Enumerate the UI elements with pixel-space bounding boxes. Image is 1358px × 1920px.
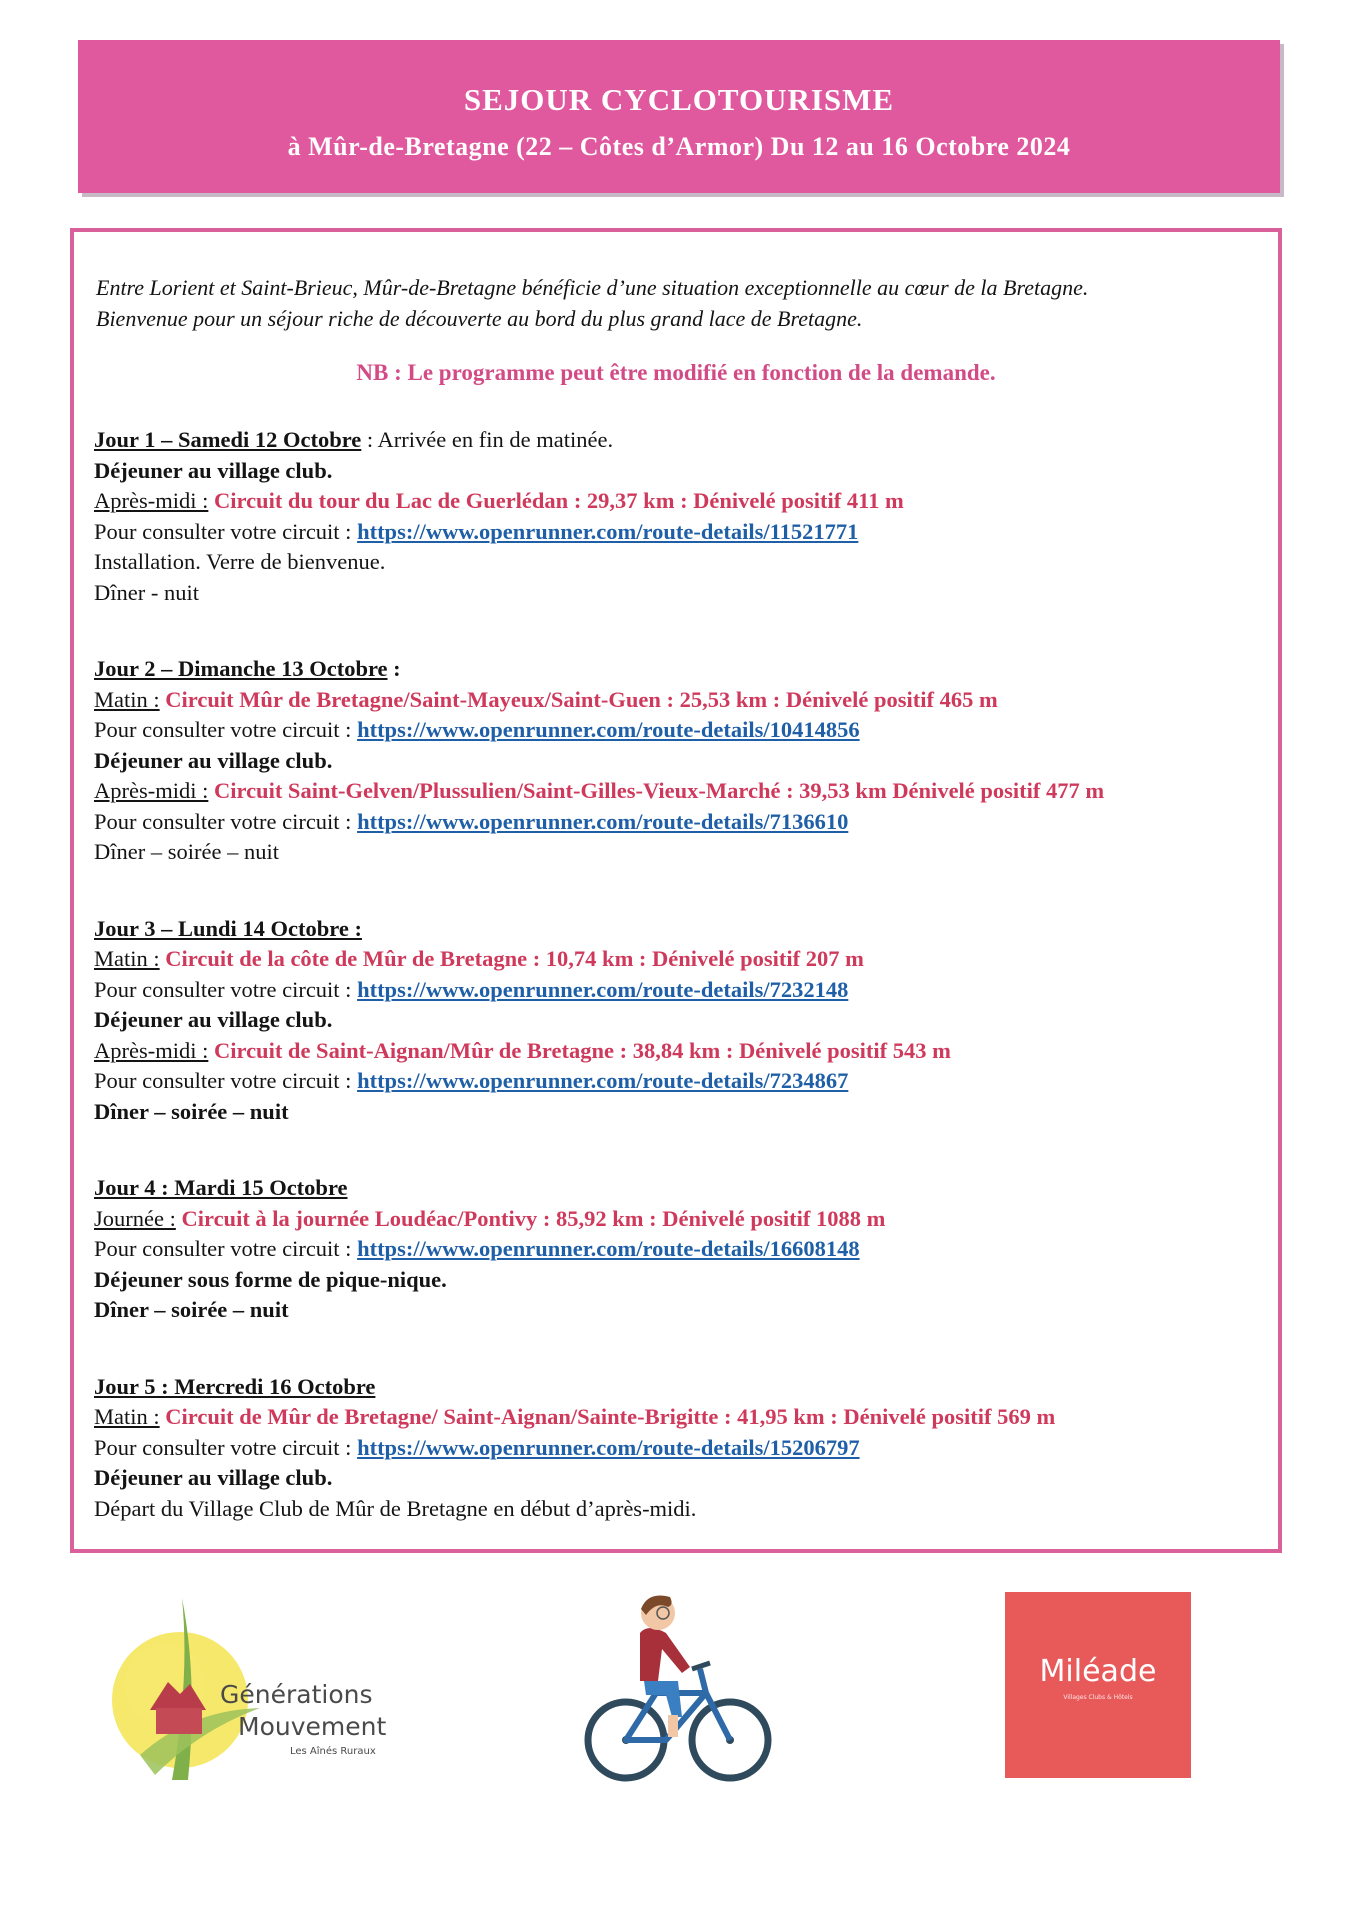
slot-label: Journée :: [94, 1205, 176, 1231]
day-heading-rest: :: [387, 656, 401, 681]
link-prefix: Pour consulter votre circuit :: [94, 717, 358, 742]
intro-text: [96, 272, 1088, 334]
slot-label: Après-midi :: [94, 1037, 209, 1063]
info-line: Installation. Verre de bienvenue.: [94, 549, 386, 574]
day-heading-rest: : Arrivée en fin de matinée.: [361, 427, 614, 452]
nb-note: NB : Le programme peut être modifié en fonction de la demande.: [356, 360, 996, 385]
gm-tagline: Les Aînés Ruraux: [290, 1746, 376, 1757]
circuit-description: Circuit Mûr de Bretagne/Saint-Mayeux/Saint-Guen : 25,53 km : Dénivelé positif 465 m: [159, 686, 998, 712]
slot-label: Après-midi :: [94, 778, 209, 803]
circuit-description: Circuit de Mûr de Bretagne/ Saint-Aignan/Sainte-Brigitte : 41,95 km : Dénivelé positif 569 m: [159, 1404, 1056, 1429]
day-heading: Jour 2 – Dimanche 13 Octobre: [94, 656, 388, 681]
gm-name-line-2: Mouvement: [238, 1712, 387, 1741]
route-link[interactable]: https://www.openrunner.com/route-details/15206797: [357, 1434, 860, 1460]
link-prefix: Pour consulter votre circuit :: [94, 976, 358, 1002]
lunch-line: Déjeuner au village club.: [94, 457, 333, 483]
circuit-description: Circuit de la côte de Mûr de Bretagne : 10,74 km : Dénivelé positif 207 m: [159, 946, 864, 971]
link-prefix: Pour consulter votre circuit :: [94, 1068, 358, 1093]
info-line: Dîner – soirée – nuit: [94, 839, 279, 864]
day-2: [94, 654, 1104, 868]
circuit-description: Circuit du tour du Lac de Guerlédan : 29,37 km : Dénivelé positif 411 m: [208, 488, 904, 513]
link-prefix: Pour consulter votre circuit :: [94, 1236, 358, 1261]
day-1: [94, 425, 1104, 608]
info-line: Dîner – soirée – nuit: [94, 1297, 289, 1322]
lunch-line: Déjeuner au village club.: [94, 747, 333, 773]
slot-label: Matin :: [94, 686, 160, 712]
slot-label: Après-midi :: [94, 488, 209, 513]
page-title: SEJOUR CYCLOTOURISME: [463, 82, 895, 117]
link-prefix: Pour consulter votre circuit :: [94, 518, 358, 544]
circuit-description: Circuit à la journée Loudéac/Pontivy : 85,92 km : Dénivelé positif 1088 m: [175, 1205, 886, 1231]
lunch-line: Déjeuner sous forme de pique-nique.: [94, 1266, 447, 1292]
mileade-logo: [1005, 1592, 1191, 1778]
header-banner: [78, 40, 1280, 193]
day-heading: Jour 1 – Samedi 12 Octobre: [94, 427, 362, 452]
program-box: [70, 228, 1282, 1553]
route-link[interactable]: https://www.openrunner.com/route-details/10414856: [357, 717, 860, 742]
route-link[interactable]: https://www.openrunner.com/route-details/7234867: [357, 1068, 849, 1093]
route-link[interactable]: https://www.openrunner.com/route-details/16608148: [357, 1236, 860, 1261]
route-link[interactable]: https://www.openrunner.com/route-details/7232148: [357, 976, 849, 1002]
lunch-line: Déjeuner au village club.: [94, 1465, 333, 1490]
day-heading: Jour 3 – Lundi 14 Octobre :: [94, 915, 362, 941]
day-4: [94, 1173, 1104, 1326]
route-link[interactable]: https://www.openrunner.com/route-details/11521771: [357, 518, 859, 544]
generations-mouvement-logo: [110, 1590, 410, 1790]
days-list: [94, 425, 1104, 1570]
slot-label: Matin :: [94, 1404, 160, 1429]
circuit-description: Circuit Saint-Gelven/Plussulien/Saint-Gilles-Vieux-Marché : 39,53 km Dénivelé positif 477 m: [208, 778, 1105, 803]
logos-row: [0, 1575, 1358, 1805]
link-prefix: Pour consulter votre circuit :: [94, 808, 358, 834]
info-line: Dîner - nuit: [94, 579, 199, 605]
route-link[interactable]: https://www.openrunner.com/route-details/7136610: [357, 808, 849, 834]
day-heading: Jour 5 : Mercredi 16 Octobre: [94, 1373, 376, 1399]
mileade-tagline: Villages Clubs & Hôtels: [1063, 1694, 1133, 1701]
info-line: Départ du Village Club de Mûr de Bretagne en début d’après-midi.: [94, 1495, 697, 1521]
cyclist-illustration: [578, 1585, 778, 1795]
day-heading: Jour 4 : Mardi 15 Octobre: [94, 1175, 348, 1200]
intro-line-2: Bienvenue pour un séjour riche de découverte au bord du plus grand lace de Bretagne.: [96, 306, 863, 331]
circuit-description: Circuit de Saint-Aignan/Mûr de Bretagne : 38,84 km : Dénivelé positif 543 m: [208, 1037, 951, 1063]
gm-name-line-1: Générations: [220, 1680, 373, 1709]
slot-label: Matin :: [94, 946, 160, 971]
link-prefix: Pour consulter votre circuit :: [94, 1434, 358, 1460]
mileade-name: Miléade: [1039, 1654, 1157, 1689]
lunch-line: Déjeuner au village club.: [94, 1007, 333, 1032]
intro-line-1: Entre Lorient et Saint-Brieuc, Mûr-de-Bretagne bénéficie d’une situation exceptionnelle au cœur de la Bretagne.: [96, 275, 1089, 300]
cyclist-icon: [578, 1585, 778, 1795]
day-3: [94, 914, 1104, 1128]
info-line: Dîner – soirée – nuit: [94, 1098, 289, 1124]
day-5: [94, 1372, 1104, 1525]
page-subtitle: à Mûr-de-Bretagne (22 – Côtes d’Armor) Du 12 au 16 Octobre 2024: [287, 132, 1071, 161]
